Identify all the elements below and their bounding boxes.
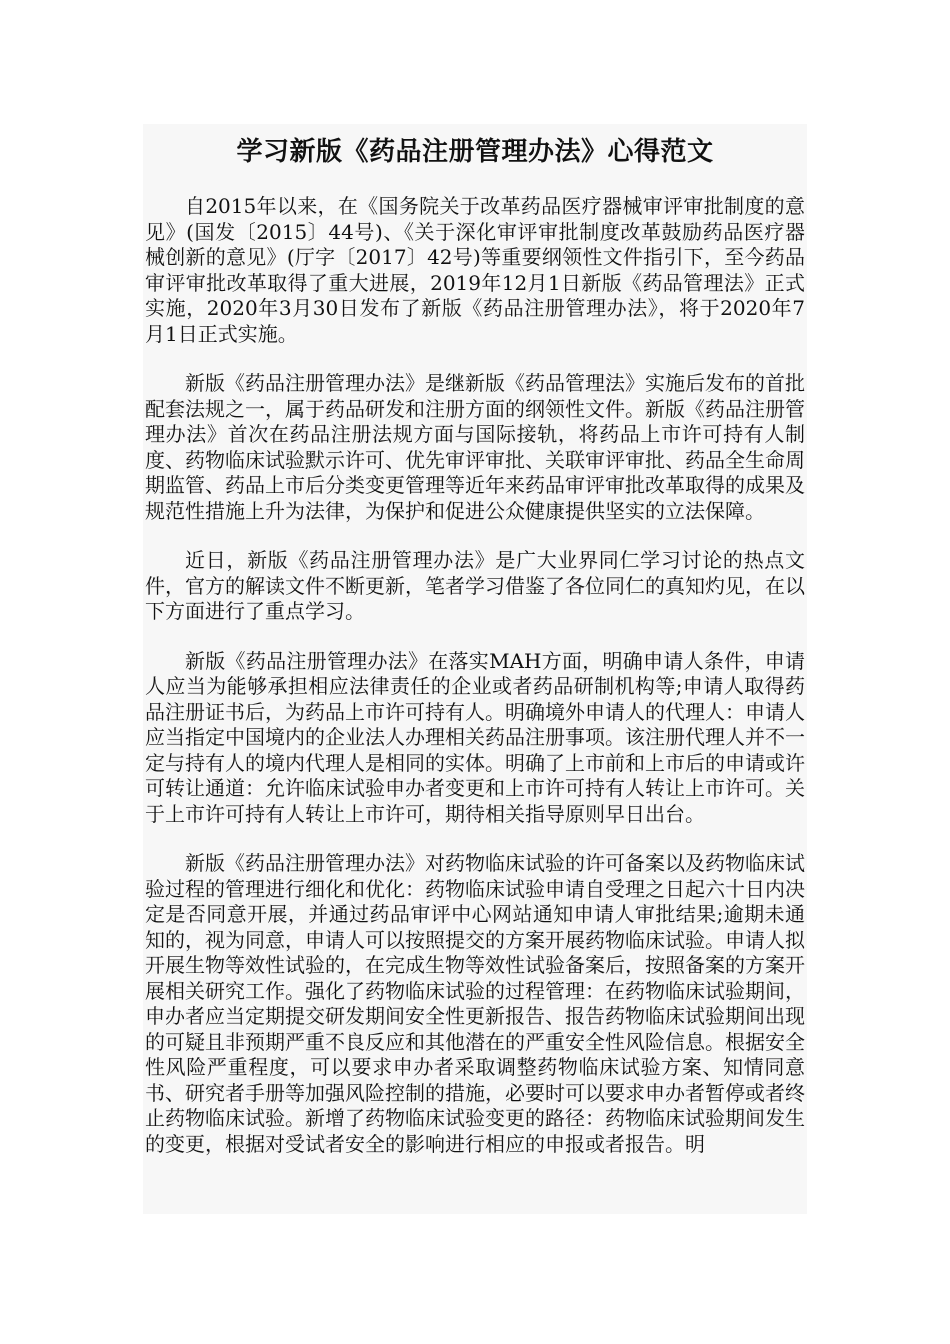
paragraph: 自2015年以来，在《国务院关于改革药品医疗器械审评审批制度的意见》(国发〔2015〕44号)、《关于深化审评审批制度改革鼓励药品医疗器械创新的意见》(厅字〔2017〕42号)等重要纲领性文件指引下，至今药品审评审批改革取得了重大进展，2019年12月1日新版《药品管理法》正式实施，2020年3月30日发布了新版《药品注册管理办法》，将于2020年7月1日正式实施。 (145, 194, 805, 346)
paragraph: 新版《药品注册管理办法》对药物临床试验的许可备案以及药物临床试验过程的管理进行细化和优化：药物临床试验申请自受理之日起六十日内决定是否同意开展，并通过药品审评中心网站通知申请人审批结果;逾期未通知的，视为同意，申请人可以按照提交的方案开展药物临床试验。申请人拟开展生物等效性试验的，在完成生物等效性试验备案后，按照备案的方案开展相关研究工作。强化了药物临床试验的过程管理：在药物临床试验期间，申办者应当定期提交研发期间安全性更新报告、报告药物临床试验期间出现的可疑且非预期严重不良反应和其他潜在的严重安全性风险信息。根据安全性风险严重程度，可以要求申办者采取调整药物临床试验方案、知情同意书、研究者手册等加强风险控制的措施，必要时可以要求申办者暂停或者终止药物临床试验。新增了药物临床试验变更的路径：药物临床试验期间发生的变更，根据对受试者安全的影响进行相应的申报或者报告。明 (145, 851, 805, 1156)
document-body (143, 124, 807, 1214)
paragraph: 近日，新版《药品注册管理办法》是广大业界同仁学习讨论的热点文件，官方的解读文件不断更新，笔者学习借鉴了各位同仁的真知灼见，在以下方面进行了重点学习。 (145, 548, 805, 623)
paragraph: 新版《药品注册管理办法》在落实MAH方面，明确申请人条件，申请人应当为能够承担相应法律责任的企业或者药品研制机构等;申请人取得药品注册证书后，为药品上市许可持有人。明确境外申请人的代理人：申请人应当指定中国境内的企业法人办理相关药品注册事项。该注册代理人并不一定与持有人的境内代理人是相同的实体。明确了上市前和上市后的申请或许可转让通道：允许临床试验申办者变更和上市许可持有人转让上市许可。关于上市许可持有人转让上市许可，期待相关指导原则早日出台。 (145, 648, 805, 826)
paragraph-list (143, 194, 807, 1157)
document-title: 学习新版《药品注册管理办法》心得范文 (236, 137, 714, 167)
paragraph: 新版《药品注册管理办法》是继新版《药品管理法》实施后发布的首批配套法规之一，属于药品研发和注册方面的纲领性文件。新版《药品注册管理办法》首次在药品注册法规方面与国际接轨，将药品上市许可持有人制度、药物临床试验默示许可、优先审评审批、关联审评审批、药品全生命周期监管、药品上市后分类变更管理等近年来药品审评审批改革取得的成果及规范性措施上升为法律，为保护和促进公众健康提供坚实的立法保障。 (145, 371, 805, 523)
